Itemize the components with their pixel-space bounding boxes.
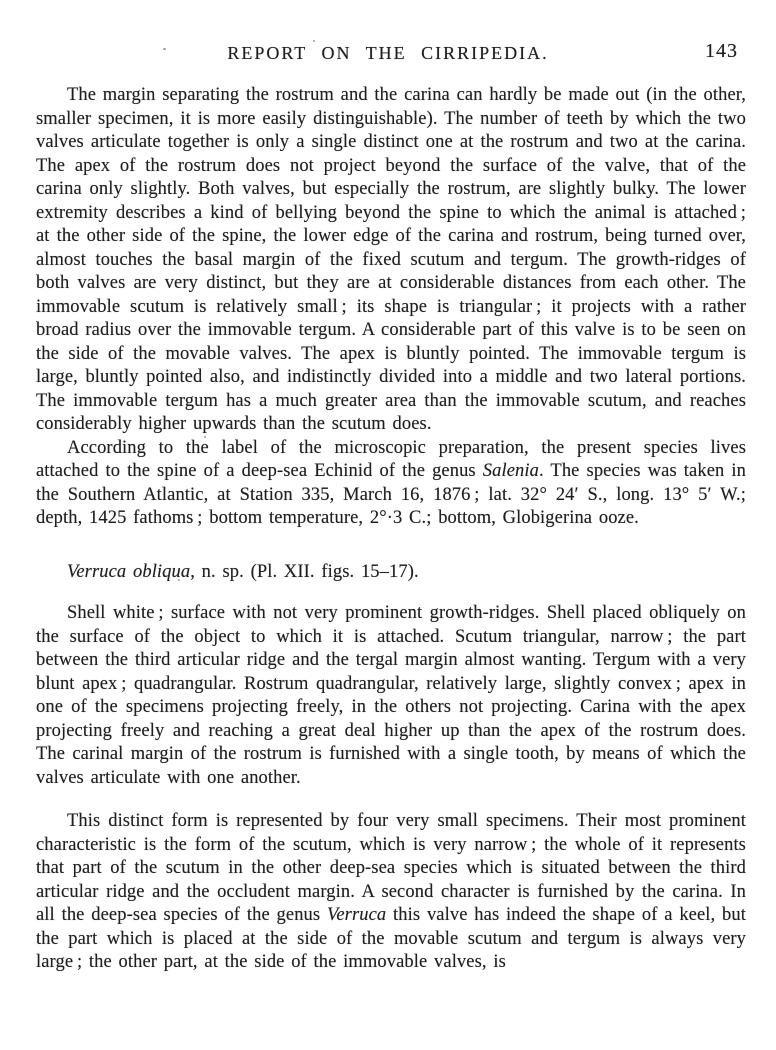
paragraph-distinct-form — [36, 810, 746, 975]
text-run: According to the label of the microscopic preparation, the present species lives attached to the spine of a deep-sea Echinid of the genus — [36, 437, 746, 481]
scan-speck — [163, 48, 166, 50]
text-run: , n. sp. (Pl. XII. figs. 15–17). — [190, 561, 419, 582]
italic-text-run: Verruca — [326, 905, 387, 925]
text-run: The margin separating the rostrum and the carina can hardly be made out (in the other, smaller specimen, it is more easily distinguishable). The number of teeth by which the two valves articulate together is only a single distinct one at the rostrum and two at the carina. The apex of the rostrum does not project beyond the surface of the valve, that of the carina only slightly. Both valves, but especially the rostrum, are slightly bulky. The lower extremity describes a kind of bellying beyond the spine to which the animal is attached ; at the other side of the spine, the lower edge of the carina and rostrum, being turned over, almost touches the basal margin of the fixed scutum and tergum. The growth-ridges of both valves are very distinct, but they are at considerable distances from each other. The immovable scutum is relatively small ; its shape is triangular ; it projects with a rather broad radius over the immovable tergum. A considerable part of this valve is to be seen on the side of the movable valves. The apex is bluntly pointed. The immovable tergum is large, bluntly pointed also, and indistinctly divided into a middle and two lateral portions. The immovable tergum has a much greater area than the immovable scutum, and reaches considerably higher upwards than the scutum does. — [36, 85, 746, 434]
scan-speck — [313, 40, 315, 42]
text-run: this valve has indeed the shape of a keel, but the part which is placed at the side of the movable scutum and tergum is always very large ; the other part, at the side of the immovable valves, is — [36, 905, 746, 972]
species-heading-verruca-obliqua — [36, 561, 746, 585]
italic-text-run: Salenia — [482, 461, 539, 481]
paragraph-valve-description — [36, 84, 746, 437]
paragraph-habitat-station — [36, 437, 746, 531]
text-run: Shell white ; surface with not very prominent growth-ridges. Shell placed obliquely on the surface of the object to which it is attached. Scutum triangular, narrow ; the part between the third articular ridge and the tergal margin almost wanting. Tergum with a very blunt apex ; quadrangular. Rostrum quadrangular, relatively large, slightly convex ; apex in one of the specimens projecting freely, in the others not projecting. Carina with the apex projecting freely and reaching a great deal higher up than the apex of the rostrum does. The carinal margin of the rostrum is furnished with a single tooth, by means of which the valves articulate with one another. — [36, 603, 746, 788]
italic-text-run: Verruca obliqua — [67, 561, 191, 582]
page-body — [36, 84, 746, 975]
paragraph-shell-description — [36, 602, 746, 790]
page-number: 143 — [705, 40, 738, 62]
text-run: This distinct form is represented by four very small specimens. Their most prominent characteristic is the form of the scutum, which is very narrow ; the whole of it represents that part of the scutum in the other deep-sea species which is situated between the third articular ridge and the occludent margin. A second character is furnished by the carina. In all the deep-sea species of the genus — [36, 811, 746, 925]
running-header-title: REPORT ON THE CIRRIPEDIA. — [227, 43, 549, 63]
text-run: . The species was taken in the Southern Atlantic, at Station 335, March 16, 1876 ; lat. 32° 24′ S., long. 13° 5′ W.; depth, 1425 fathoms ; bottom temperature, 2°·3 C.; bottom, Globigerina ooze. — [36, 461, 746, 528]
